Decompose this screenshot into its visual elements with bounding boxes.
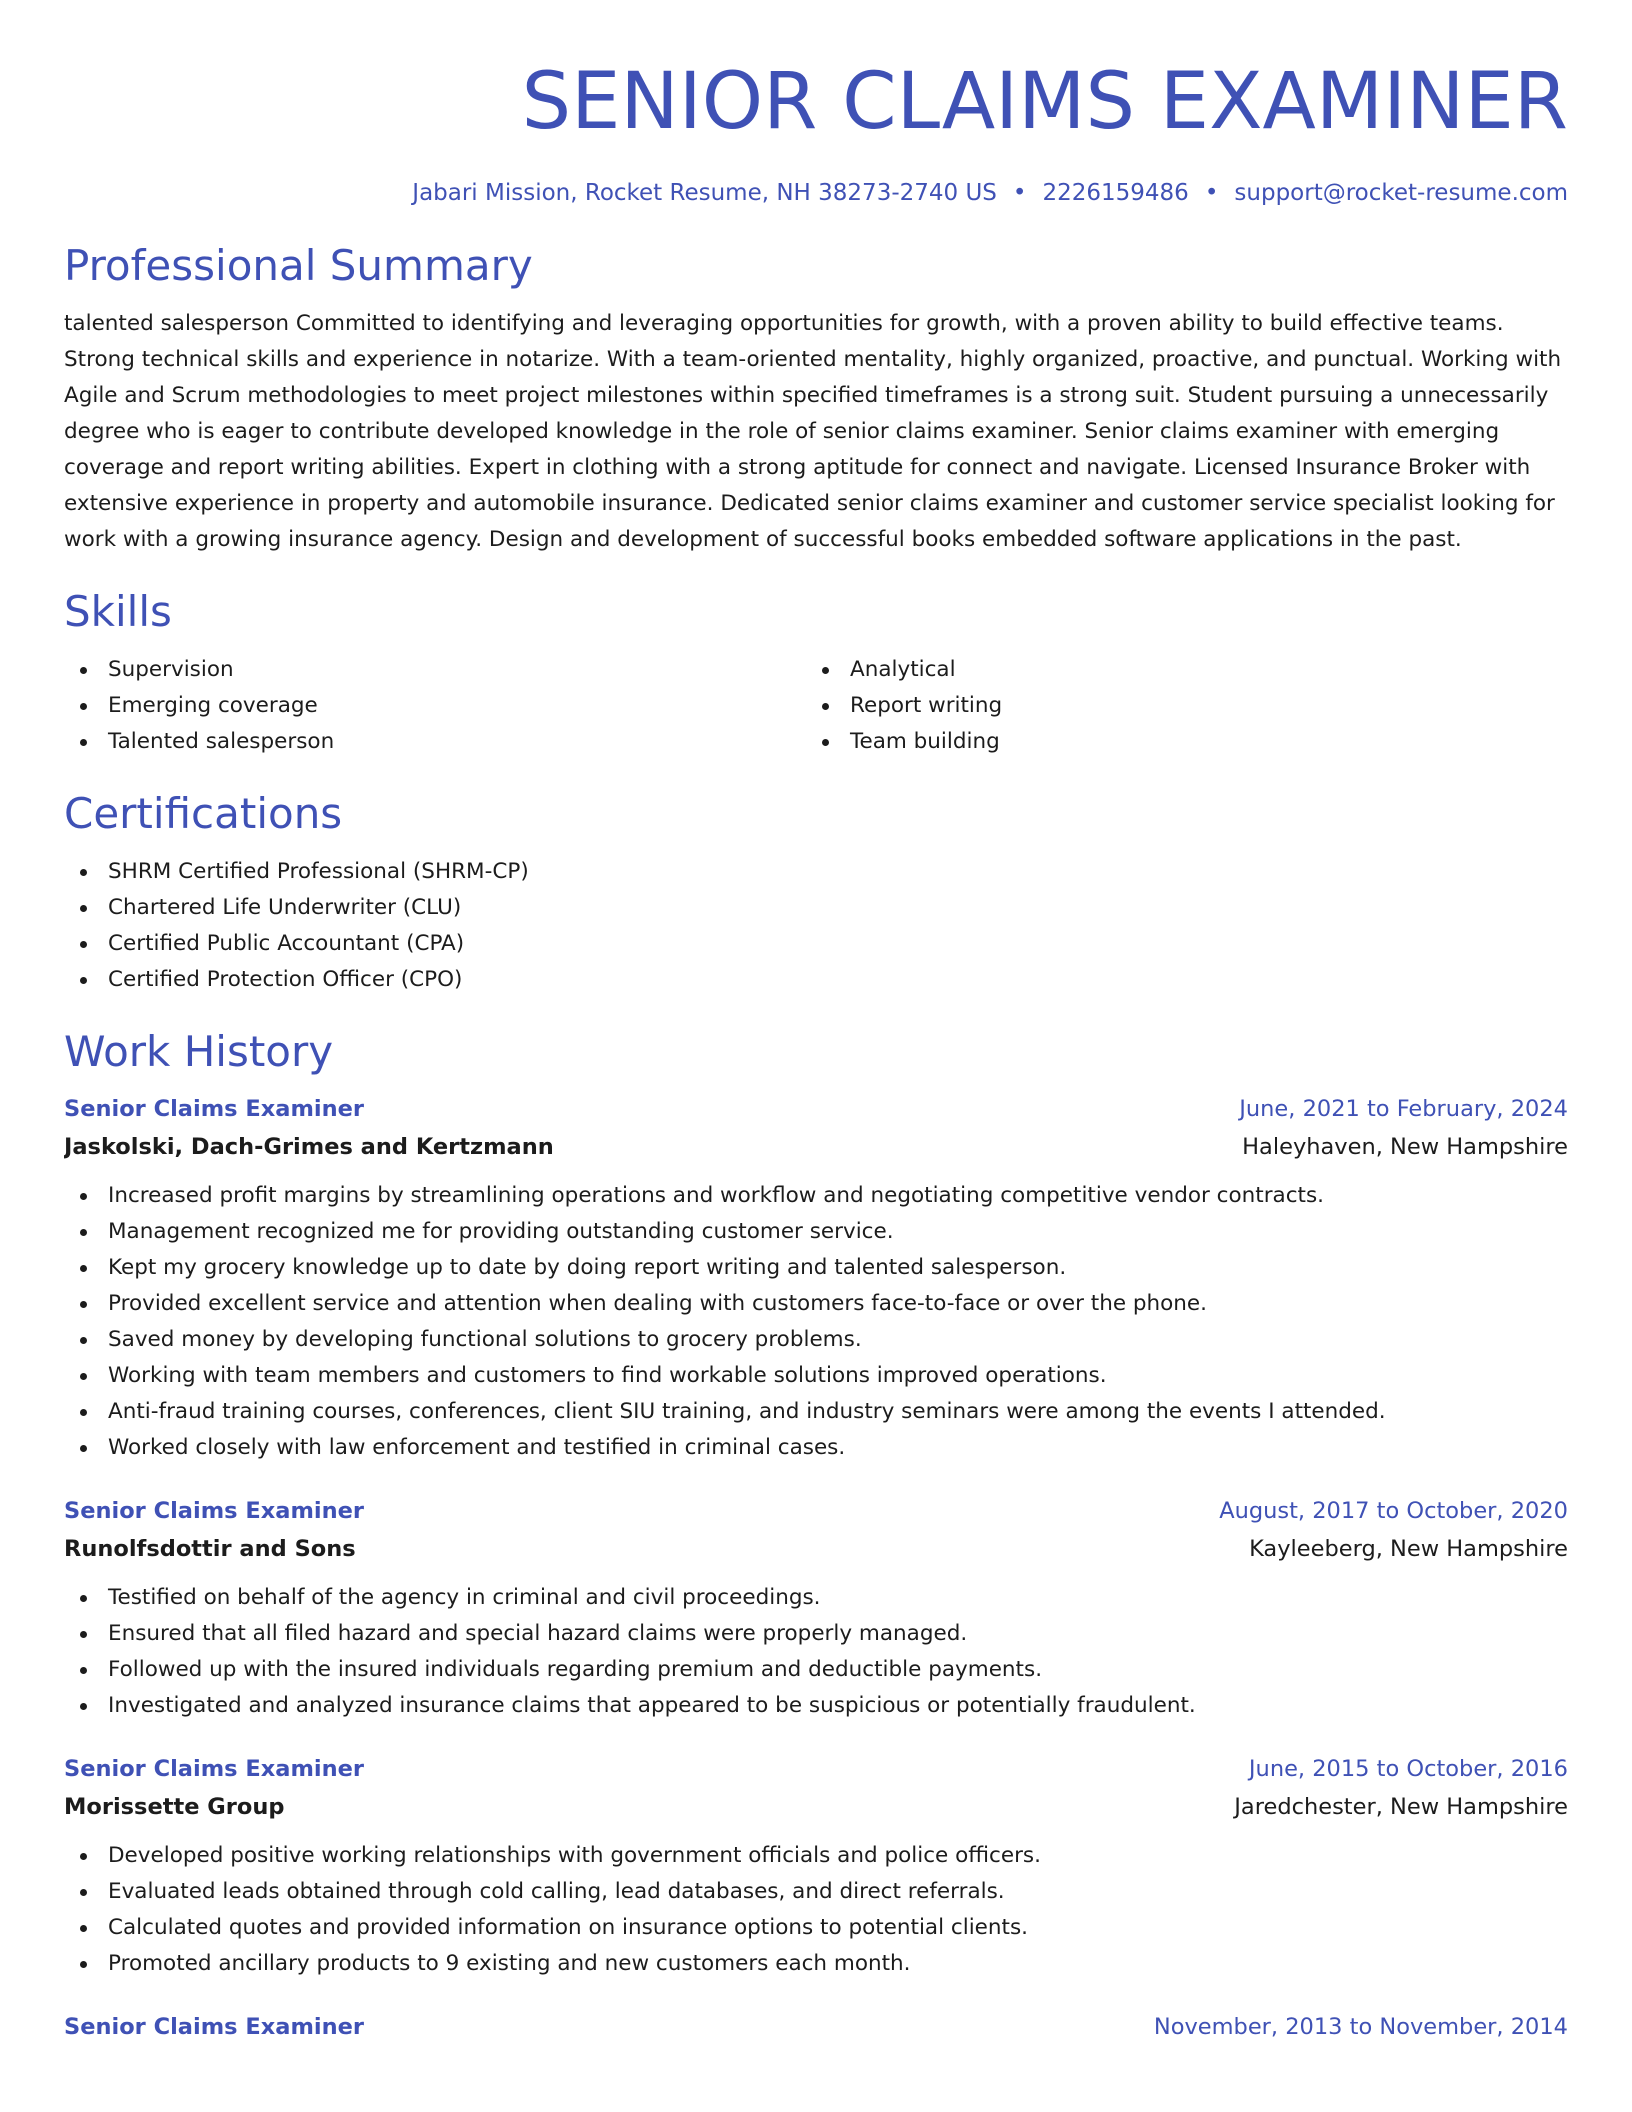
job-title: Senior Claims Examiner (64, 1096, 364, 1122)
skill-item: Talented salesperson (64, 724, 806, 760)
job-bullet: Evaluated leads obtained through cold calling, lead databases, and direct referrals. (64, 1874, 1568, 1910)
skills-list (64, 652, 1568, 760)
resume-page (64, 0, 1568, 2112)
job-dates: August, 2017 to October, 2020 (1219, 1498, 1568, 1524)
job-header (64, 2008, 1568, 2046)
job-location: Haleyhaven, New Hampshire (1242, 1134, 1568, 1160)
skills-column-right (806, 652, 1548, 760)
job-bullet: Management recognized me for providing outstanding customer service. (64, 1214, 1568, 1250)
job-bullets (64, 1178, 1568, 1466)
job-header (64, 1090, 1568, 1128)
job-company: Morissette Group (64, 1794, 285, 1820)
job-header (64, 1750, 1568, 1788)
skill-item: Analytical (806, 652, 1548, 688)
job-entry (64, 1492, 1568, 1724)
summary-heading: Professional Summary (64, 241, 533, 290)
certification-item: Certified Public Accountant (CPA) (64, 926, 1568, 962)
contact-separator: • (1012, 180, 1027, 206)
summary-text: talented salesperson Committed to identifying and leveraging opportunities for growth, with a proven ability to build effective teams. Strong technical skills and experience in notarize. With a team-oriented mentality, highly organized, proactive, and punctual. Working with Agile and Scrum methodologies to meet project milestones within specified timeframes is a strong suit. Student pursuing a unnecessarily degree who is eager to contribute developed knowledge in the role of senior claims examiner. Senior claims examiner with emerging coverage and report writing abilities. Expert in clothing with a strong aptitude for connect and navigate. Licensed Insurance Broker with extensive experience in property and automobile insurance. Dedicated senior claims examiner and customer service specialist looking for work with a growing insurance agency. Design and development of successful books embedded software applications in the past. (64, 311, 1562, 552)
job-bullet: Kept my grocery knowledge up to date by doing report writing and talented salesperson. (64, 1250, 1568, 1286)
skills-column-left (64, 652, 806, 760)
certification-item: Certified Protection Officer (CPO) (64, 962, 1568, 998)
skill-item: Emerging coverage (64, 688, 806, 724)
job-company: Jaskolski, Dach-Grimes and Kertzmann (64, 1134, 554, 1160)
work-history-heading: Work History (64, 1027, 334, 1076)
job-title: Senior Claims Examiner (64, 2014, 364, 2040)
job-bullet: Working with team members and customers to find workable solutions improved operations. (64, 1358, 1568, 1394)
job-bullet: Worked closely with law enforcement and testified in criminal cases. (64, 1430, 1568, 1466)
job-bullets (64, 1838, 1568, 1982)
certification-item: SHRM Certified Professional (SHRM-CP) (64, 854, 1568, 890)
job-title: Senior Claims Examiner (64, 1498, 364, 1524)
resume-title: SENIOR CLAIMS EXAMINER (521, 57, 1568, 147)
certifications-heading: Certifications (64, 789, 343, 838)
job-bullet: Developed positive working relationships with government officials and police officers. (64, 1838, 1568, 1874)
job-bullet: Investigated and analyzed insurance claims that appeared to be suspicious or potentially fraudulent. (64, 1688, 1568, 1724)
job-entry (64, 1750, 1568, 1982)
job-location: Jaredchester, New Hampshire (1234, 1794, 1568, 1820)
job-subheader (64, 1128, 1568, 1166)
job-bullet: Saved money by developing functional solutions to grocery problems. (64, 1322, 1568, 1358)
job-company: Runolfsdottir and Sons (64, 1536, 356, 1562)
job-header (64, 1492, 1568, 1530)
job-subheader (64, 1530, 1568, 1568)
job-bullet: Testified on behalf of the agency in criminal and civil proceedings. (64, 1580, 1568, 1616)
job-bullet: Promoted ancillary products to 9 existing and new customers each month. (64, 1946, 1568, 1982)
job-entry (64, 1090, 1568, 1466)
skill-item: Team building (806, 724, 1548, 760)
job-bullet: Anti-fraud training courses, conferences, client SIU training, and industry seminars were among the events I attended. (64, 1394, 1568, 1430)
certification-item: Chartered Life Underwriter (CLU) (64, 890, 1568, 926)
job-location: Kayleeberg, New Hampshire (1249, 1536, 1568, 1562)
contact-address: Jabari Mission, Rocket Resume, NH 38273-2740 US (412, 180, 997, 206)
contact-separator: • (1204, 180, 1219, 206)
contact-line (64, 178, 1568, 208)
job-bullet: Provided excellent service and attention when dealing with customers face-to-face or over the phone. (64, 1286, 1568, 1322)
job-entry (64, 2008, 1568, 2046)
job-dates: June, 2015 to October, 2016 (1248, 1756, 1568, 1782)
job-bullet: Ensured that all filed hazard and special hazard claims were properly managed. (64, 1616, 1568, 1652)
job-title: Senior Claims Examiner (64, 1756, 364, 1782)
job-bullet: Followed up with the insured individuals regarding premium and deductible payments. (64, 1652, 1568, 1688)
job-subheader (64, 1788, 1568, 1826)
job-bullet: Calculated quotes and provided information on insurance options to potential clients. (64, 1910, 1568, 1946)
skill-item: Report writing (806, 688, 1548, 724)
contact-phone: 2226159486 (1042, 180, 1189, 206)
job-dates: November, 2013 to November, 2014 (1153, 2014, 1568, 2040)
job-bullet: Increased profit margins by streamlining operations and workflow and negotiating competitive vendor contracts. (64, 1178, 1568, 1214)
skills-heading: Skills (64, 587, 172, 636)
job-bullets (64, 1580, 1568, 1724)
job-dates: June, 2021 to February, 2024 (1239, 1096, 1568, 1122)
certifications-list (64, 854, 1568, 998)
contact-email[interactable]: support@rocket-resume.com (1234, 180, 1568, 206)
skill-item: Supervision (64, 652, 806, 688)
